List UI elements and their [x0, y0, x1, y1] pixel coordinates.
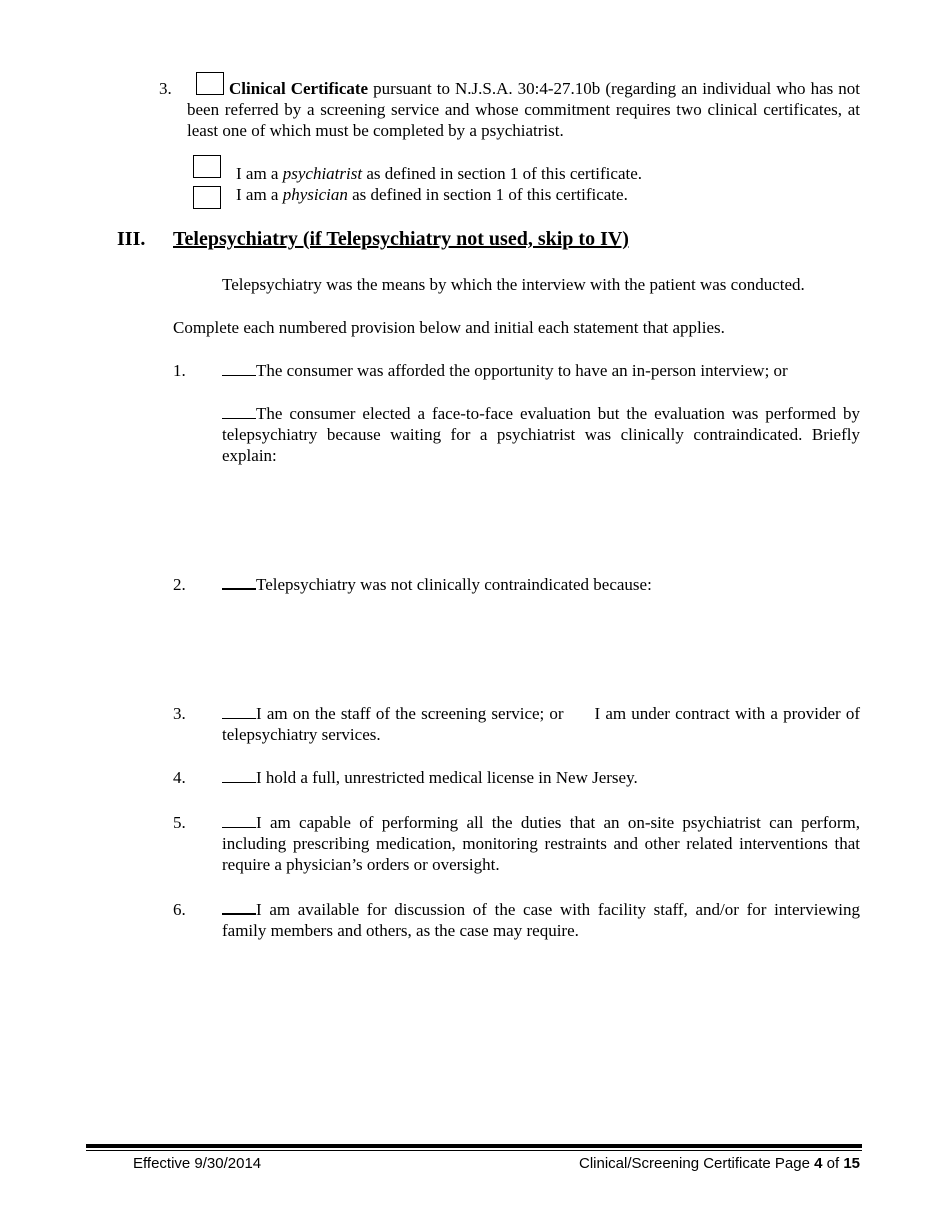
initial-blank[interactable]	[222, 404, 256, 419]
provision-4: I hold a full, unrestricted medical license in New Jersey.	[222, 767, 638, 788]
item3-number: 3.	[159, 79, 172, 98]
psychiatrist-checkbox[interactable]	[193, 155, 221, 178]
section-instruction: Complete each numbered provision below and initial each statement that applies.	[173, 318, 725, 337]
clinical-certificate-title: Clinical Certificate	[229, 79, 369, 98]
initial-blank[interactable]	[222, 768, 256, 783]
provision-6-number: 6.	[173, 900, 186, 919]
section-intro: Telepsychiatry was the means by which the interview with the patient was conducted.	[222, 275, 805, 294]
provision-1-number: 1.	[173, 361, 186, 380]
physician-checkbox[interactable]	[193, 186, 221, 209]
psychiatrist-option-label: I am a psychiatrist as defined in section 1 of this certificate.	[236, 164, 643, 183]
provision-1b: The consumer elected a face-to-face evaluation but the evaluation was performed by telepsychiatry because waiting for a psychiatrist was clinically contraindicated. Briefly explain:	[222, 404, 860, 465]
page-total: 15	[843, 1155, 860, 1172]
footer-page-info: Clinical/Screening Certificate Page 4 of 15	[578, 1155, 860, 1172]
provision-5: I am capable of performing all the duties that an on-site psychiatrist can perform, including prescribing medication, monitoring restraints and other related interventions that require a physician’s orders or oversight.	[222, 813, 860, 874]
initial-blank[interactable]	[222, 704, 256, 719]
initial-blank[interactable]	[222, 899, 256, 915]
section-title: Telepsychiatry (if Telepsychiatry not used, skip to IV)	[173, 228, 629, 250]
clinical-certificate-text: pursuant to N.J.S.A. 30:4-27.10b (regarding an individual who has not been referred by a screening service and whose commitment requires two clinical certificates, at least one of which must be completed by a psychiatrist.	[187, 79, 861, 140]
footer-rule-thick	[86, 1144, 862, 1148]
initial-blank[interactable]	[222, 813, 256, 828]
provision-2: Telepsychiatry was not clinically contraindicated because:	[222, 574, 652, 595]
page-number: 4	[814, 1155, 823, 1172]
provision-1a: The consumer was afforded the opportunity to have an in-person interview; or	[222, 360, 788, 381]
initial-blank[interactable]	[222, 574, 256, 590]
provision-5-number: 5.	[173, 813, 186, 832]
footer-effective-date: Effective 9/30/2014	[133, 1155, 262, 1172]
clinical-certificate-paragraph	[187, 78, 860, 141]
provision-2-number: 2.	[173, 575, 186, 594]
provision-4-number: 4.	[173, 768, 186, 787]
provision-3-number: 3.	[173, 704, 186, 723]
footer-rule-thin	[86, 1150, 862, 1151]
provision-3: I am on the staff of the screening service; or I am under contract with a provider of telepsychiatry services.	[222, 704, 865, 744]
initial-blank[interactable]	[222, 361, 256, 376]
provision-6: I am available for discussion of the case with facility staff, and/or for interviewing family members and others, as the case may require.	[222, 900, 860, 940]
physician-option-label: I am a physician as defined in section 1 of this certificate.	[236, 185, 628, 204]
section-numeral: III.	[117, 228, 146, 250]
